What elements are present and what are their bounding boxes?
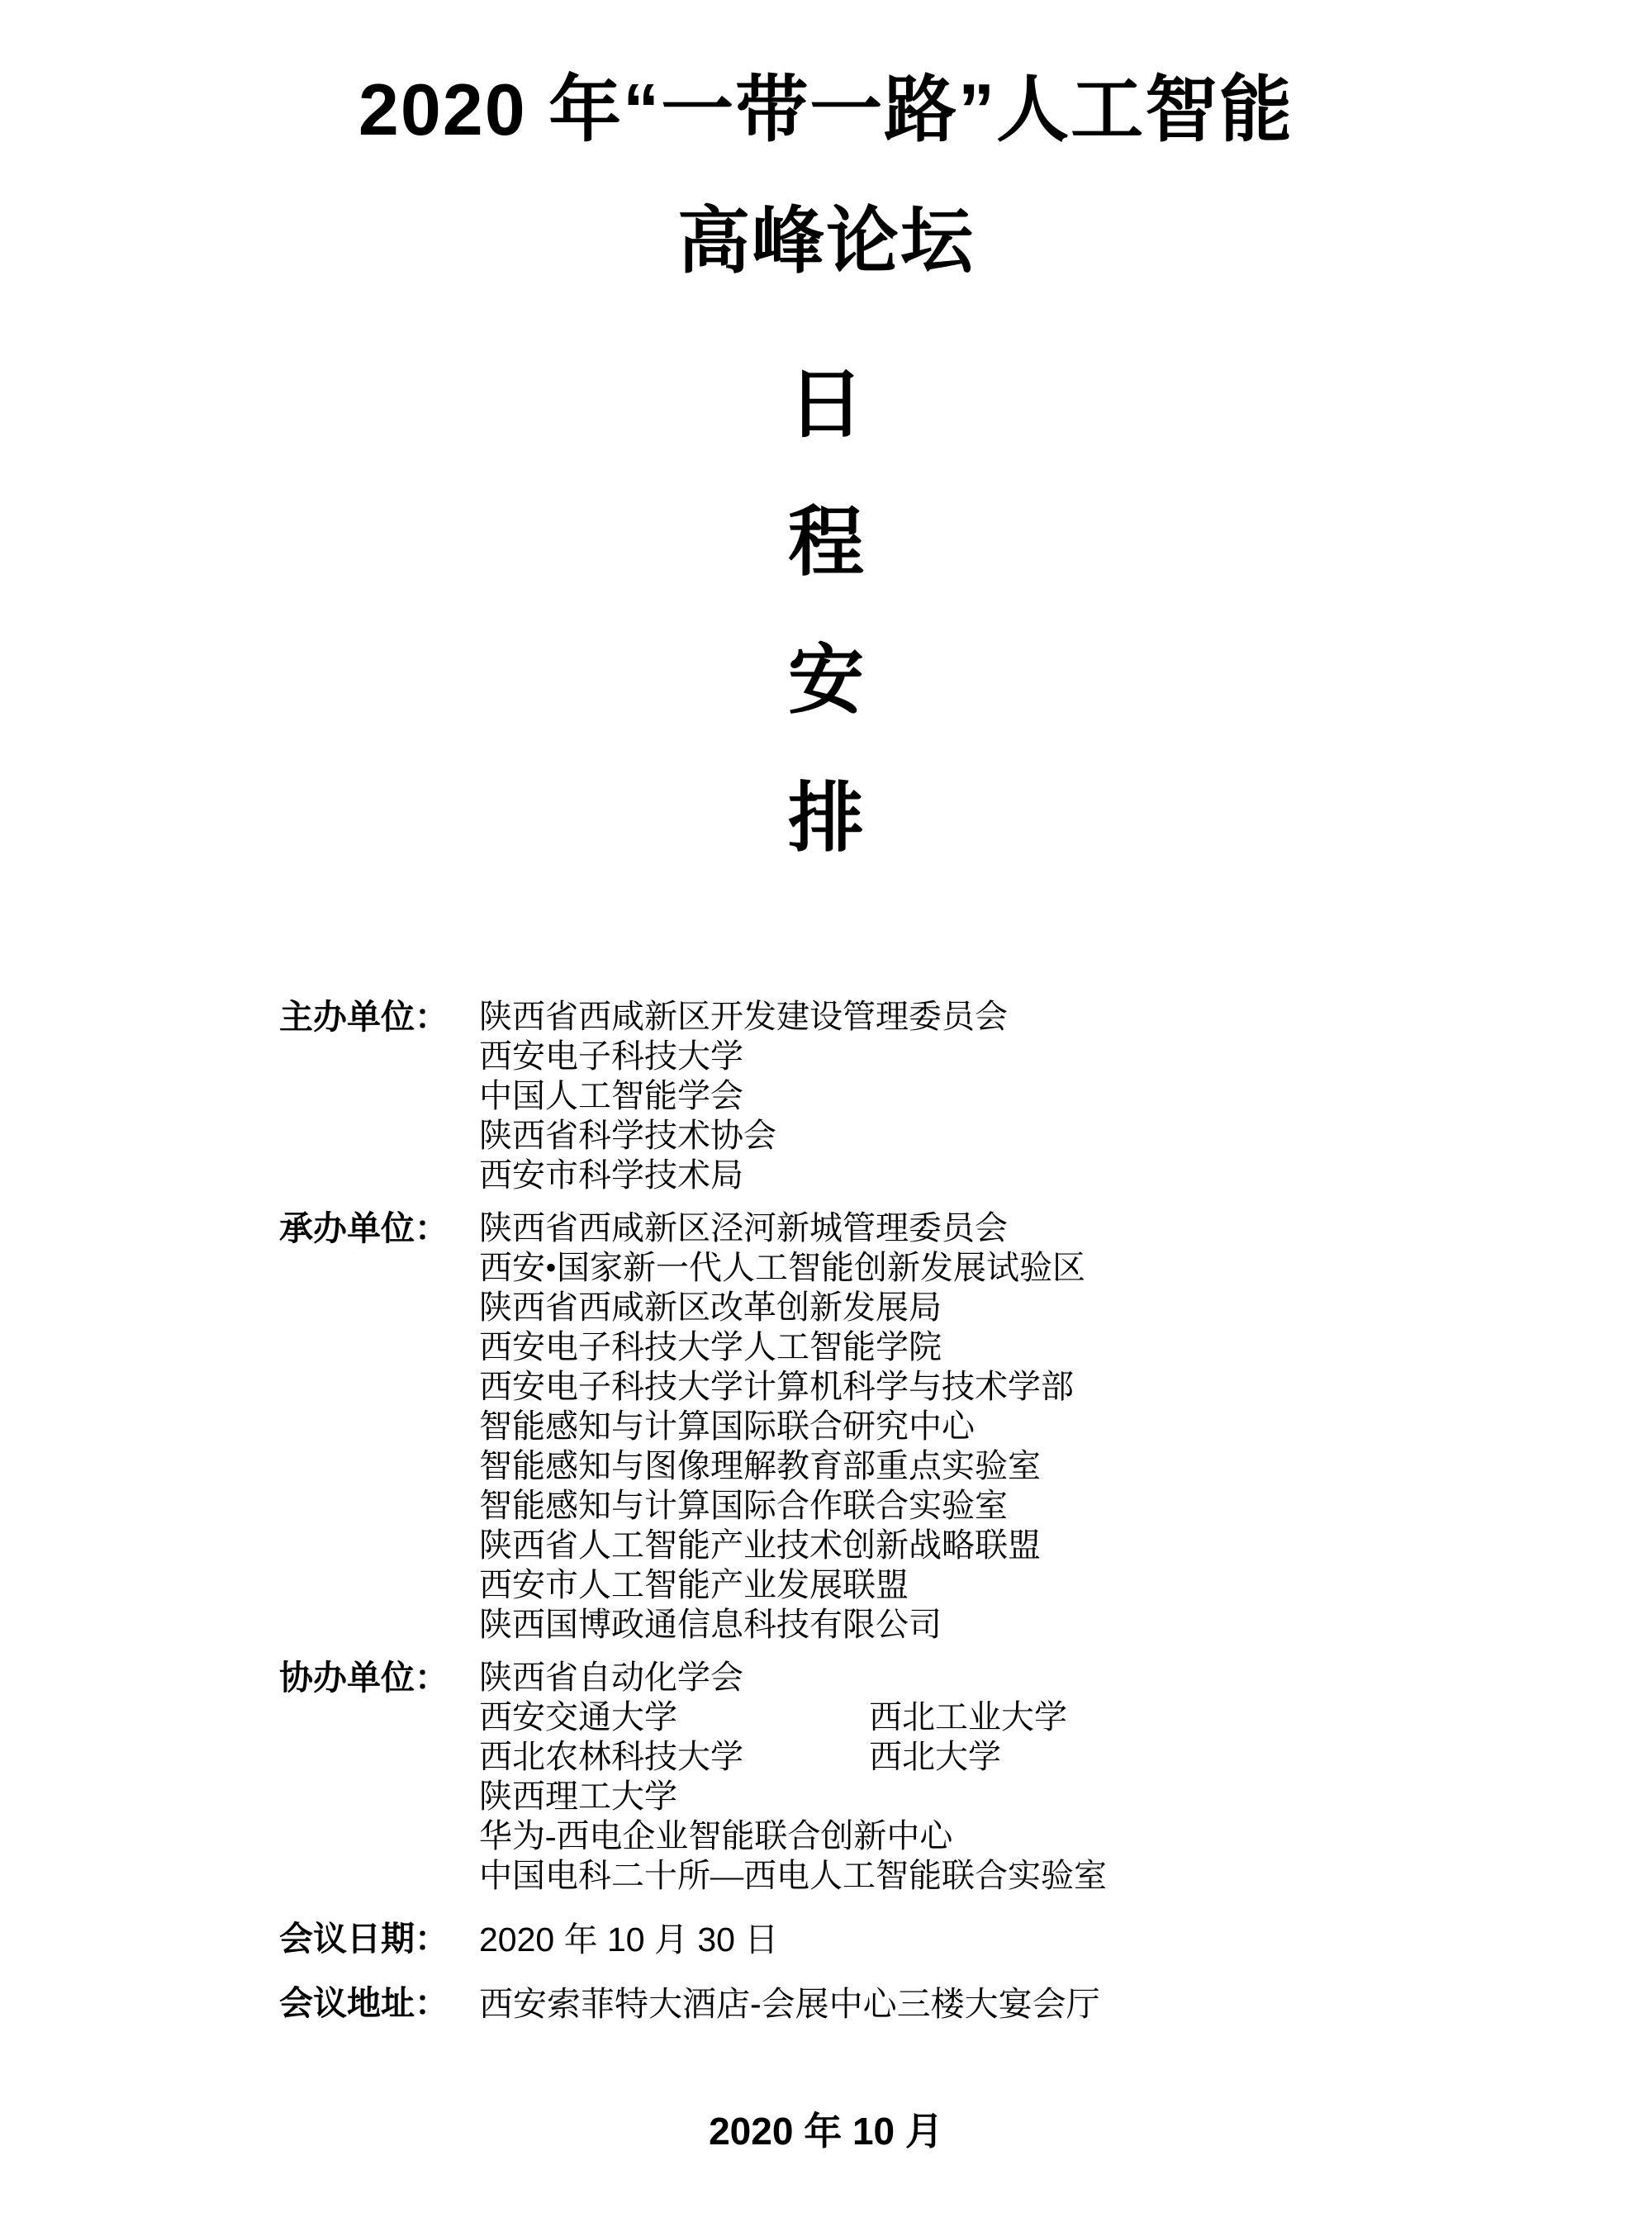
hosts-list bbox=[479, 997, 1452, 1195]
organizer-item: 西安电子科技大学人工智能学院 bbox=[479, 1327, 942, 1365]
organizer-item: 西安•国家新一代人工智能创新发展试验区 bbox=[479, 1248, 1086, 1286]
co-organizer-item bbox=[479, 1658, 1452, 1697]
co-organizer-name: 陕西省自动化学会 bbox=[479, 1658, 743, 1696]
organizers-list bbox=[479, 1208, 1452, 1645]
meeting-date-label: 会议日期： bbox=[279, 1919, 449, 1958]
organizer-item: 智能感知与图像理解教育部重点实验室 bbox=[479, 1446, 1041, 1484]
organizer-item: 西安市人工智能产业发展联盟 bbox=[479, 1565, 909, 1603]
co-organizers-label: 协办单位： bbox=[279, 1658, 449, 1697]
meeting-venue-row bbox=[279, 1983, 1452, 2025]
organization-sections bbox=[279, 997, 1452, 2025]
co-organizer-name: 西北大学 bbox=[869, 1737, 1001, 1775]
meeting-venue-label: 会议地址： bbox=[279, 1983, 449, 2022]
section-hosts bbox=[279, 997, 1452, 1195]
co-organizer-name: 华为-西电企业智能联合创新中心 bbox=[479, 1816, 953, 1854]
hosts-label: 主办单位： bbox=[279, 997, 449, 1036]
meeting-date-row bbox=[279, 1919, 1452, 1960]
co-organizer-item-pair bbox=[479, 1697, 1452, 1737]
section-organizers bbox=[279, 1208, 1452, 1645]
organizer-item: 陕西国博政通信息科技有限公司 bbox=[479, 1605, 942, 1643]
vertical-title-char-2: 程 bbox=[787, 500, 864, 585]
host-item: 中国人工智能学会 bbox=[479, 1076, 743, 1114]
vertical-title-char-3: 安 bbox=[787, 638, 864, 723]
co-organizer-name: 西安交通大学 bbox=[479, 1697, 677, 1735]
co-organizers-list bbox=[479, 1658, 1452, 1896]
co-organizer-item bbox=[479, 1777, 1452, 1816]
document-title-line1: 2020 年“一带一路”人工智能 bbox=[358, 69, 1294, 150]
host-item: 西安市科学技术局 bbox=[479, 1156, 743, 1194]
organizer-item: 陕西省西咸新区泾河新城管理委员会 bbox=[479, 1208, 1008, 1246]
host-item: 陕西省西咸新区开发建设管理委员会 bbox=[479, 997, 1008, 1035]
meeting-venue-value: 西安索菲特大酒店-会展中心三楼大宴会厅 bbox=[479, 1984, 1100, 2023]
co-organizer-name: 西北农林科技大学 bbox=[479, 1737, 743, 1775]
host-item: 西安电子科技大学 bbox=[479, 1037, 743, 1075]
co-organizer-name: 陕西理工大学 bbox=[479, 1777, 677, 1815]
organizer-item: 陕西省西咸新区改革创新发展局 bbox=[479, 1288, 942, 1326]
organizer-item: 陕西省人工智能产业技术创新战略联盟 bbox=[479, 1526, 1041, 1564]
document-footer-date: 2020 年 10 月 bbox=[709, 2109, 943, 2153]
vertical-title-char-4: 排 bbox=[787, 776, 864, 861]
vertical-title-char-1: 日 bbox=[787, 362, 864, 447]
section-co-organizers bbox=[279, 1658, 1452, 1896]
co-organizer-item-pair bbox=[479, 1737, 1452, 1777]
document-title-line2: 高峰论坛 bbox=[676, 199, 975, 282]
co-organizer-item bbox=[479, 1856, 1452, 1896]
organizers-label: 承办单位： bbox=[279, 1208, 449, 1247]
host-item: 陕西省科学技术协会 bbox=[479, 1116, 776, 1154]
co-organizer-name: 西北工业大学 bbox=[869, 1697, 1067, 1735]
co-organizer-name: 中国电科二十所—西电人工智能联合实验室 bbox=[479, 1856, 1107, 1894]
meeting-date-value: 2020 年 10 月 30 日 bbox=[479, 1920, 779, 1958]
organizer-item: 智能感知与计算国际联合研究中心 bbox=[479, 1407, 975, 1445]
co-organizer-item bbox=[479, 1816, 1452, 1856]
organizer-item: 西安电子科技大学计算机科学与技术学部 bbox=[479, 1367, 1074, 1405]
vertical-title bbox=[0, 336, 1652, 888]
organizer-item: 智能感知与计算国际合作联合实验室 bbox=[479, 1486, 1008, 1524]
